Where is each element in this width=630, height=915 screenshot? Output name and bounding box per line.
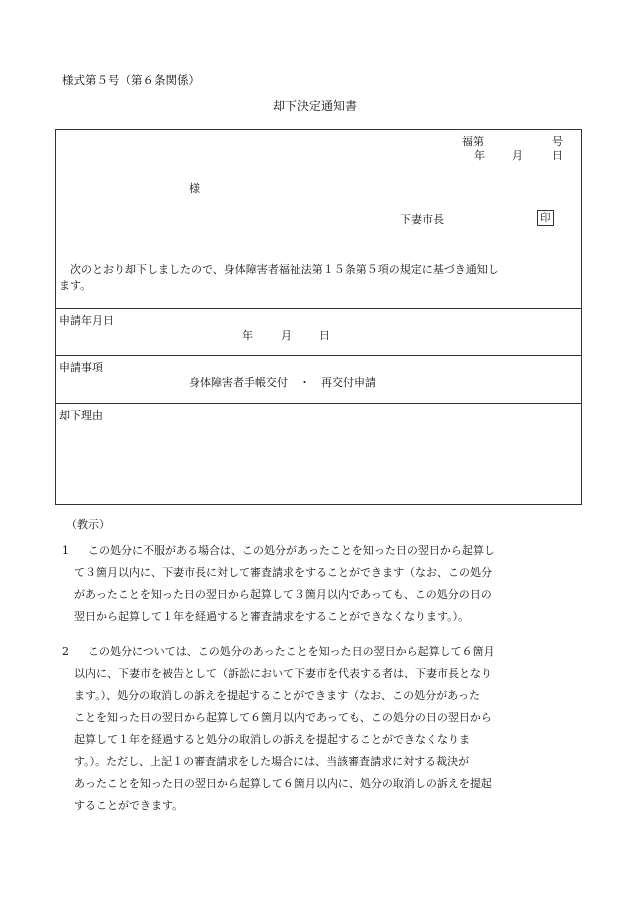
notice-item-1-line: 翌日から起算して１年を経過すると審査請求をすることができなくなります。）。: [74, 610, 470, 623]
notice-item-2-text: [74, 641, 562, 817]
notice-item-2-line: 以内に、下妻市を被告として（訴訟において下妻市を代表する者は、下妻市長となり: [74, 667, 492, 680]
notice-item-2-line: ます。）、処分の取消しの訴えを提起することができます（なお、この処分があった: [74, 689, 481, 702]
notice-item-2-line: す。）。ただし、上記１の審査請求をした場合には、当該審査請求に対する裁決が: [74, 755, 470, 768]
application-date-label: 申請年月日: [59, 314, 114, 327]
notice-item-2-line: この処分については、この処分のあったことを知った日の翌日から起算して６箇月: [88, 645, 495, 658]
notice-heading: （教示）: [66, 518, 110, 531]
application-matter-label: 申請事項: [59, 361, 103, 374]
notice-item-2-line: ことを知った日の翌日から起算して６箇月以内であっても、この処分の日の翌日から: [74, 711, 492, 724]
notice-item-2-number: 2: [62, 645, 69, 658]
notice-item-1-line: があったことを知った日の翌日から起算して３箇月以内であっても、この処分の日の: [74, 588, 492, 601]
doc-number-suffix: 号: [552, 135, 563, 148]
issue-date-month: 月: [512, 149, 523, 162]
doc-number-prefix: 福第: [462, 135, 484, 148]
notice-body-line-2: ます。: [59, 279, 92, 292]
sender-name: 下妻市長: [400, 213, 444, 226]
notice-item-1-line: て３箇月以内に、下妻市長に対して審査請求をすることができます（なお、この処分: [74, 566, 492, 579]
notice-item-2-line: あったことを知った日の翌日から起算して６箇月以内に、処分の取消しの訴えを提起: [74, 777, 492, 790]
addressee-suffix: 様: [189, 182, 200, 195]
issue-date-day: 日: [552, 149, 563, 162]
notice-item-2-line: 起算して１年を経過すると処分の取消しの訴えを提起することができなくなりま: [74, 733, 470, 746]
application-date-year: 年: [242, 329, 253, 342]
notice-item-1-text: [74, 540, 562, 628]
rejection-reason-label: 却下理由: [59, 409, 103, 422]
document-title: 却下決定通知書: [272, 99, 357, 113]
application-date-row: [56, 308, 581, 356]
notice-item-1-number: 1: [62, 544, 69, 557]
notice-item-2-line: することができます。: [74, 799, 184, 812]
issue-date-year: 年: [474, 149, 485, 162]
application-matter-row: [56, 355, 581, 404]
notice-item-1-line: この処分に不服がある場合は、この処分があったことを知った日の翌日から起算し: [88, 544, 495, 557]
seal-mark: 印: [537, 210, 554, 226]
application-matter-value: 身体障害者手帳交付 ・ 再交付申請: [189, 376, 376, 389]
application-date-month: 月: [281, 329, 292, 342]
rejection-reason-row: [56, 403, 581, 505]
form-number: 様式第５号（第６条関係）: [62, 73, 200, 87]
notification-box: [55, 129, 582, 505]
notice-body-line-1: 次のとおり却下しましたので、身体障害者福祉法第１５条第５項の規定に基づき通知し: [70, 263, 499, 276]
application-date-day: 日: [319, 329, 330, 342]
